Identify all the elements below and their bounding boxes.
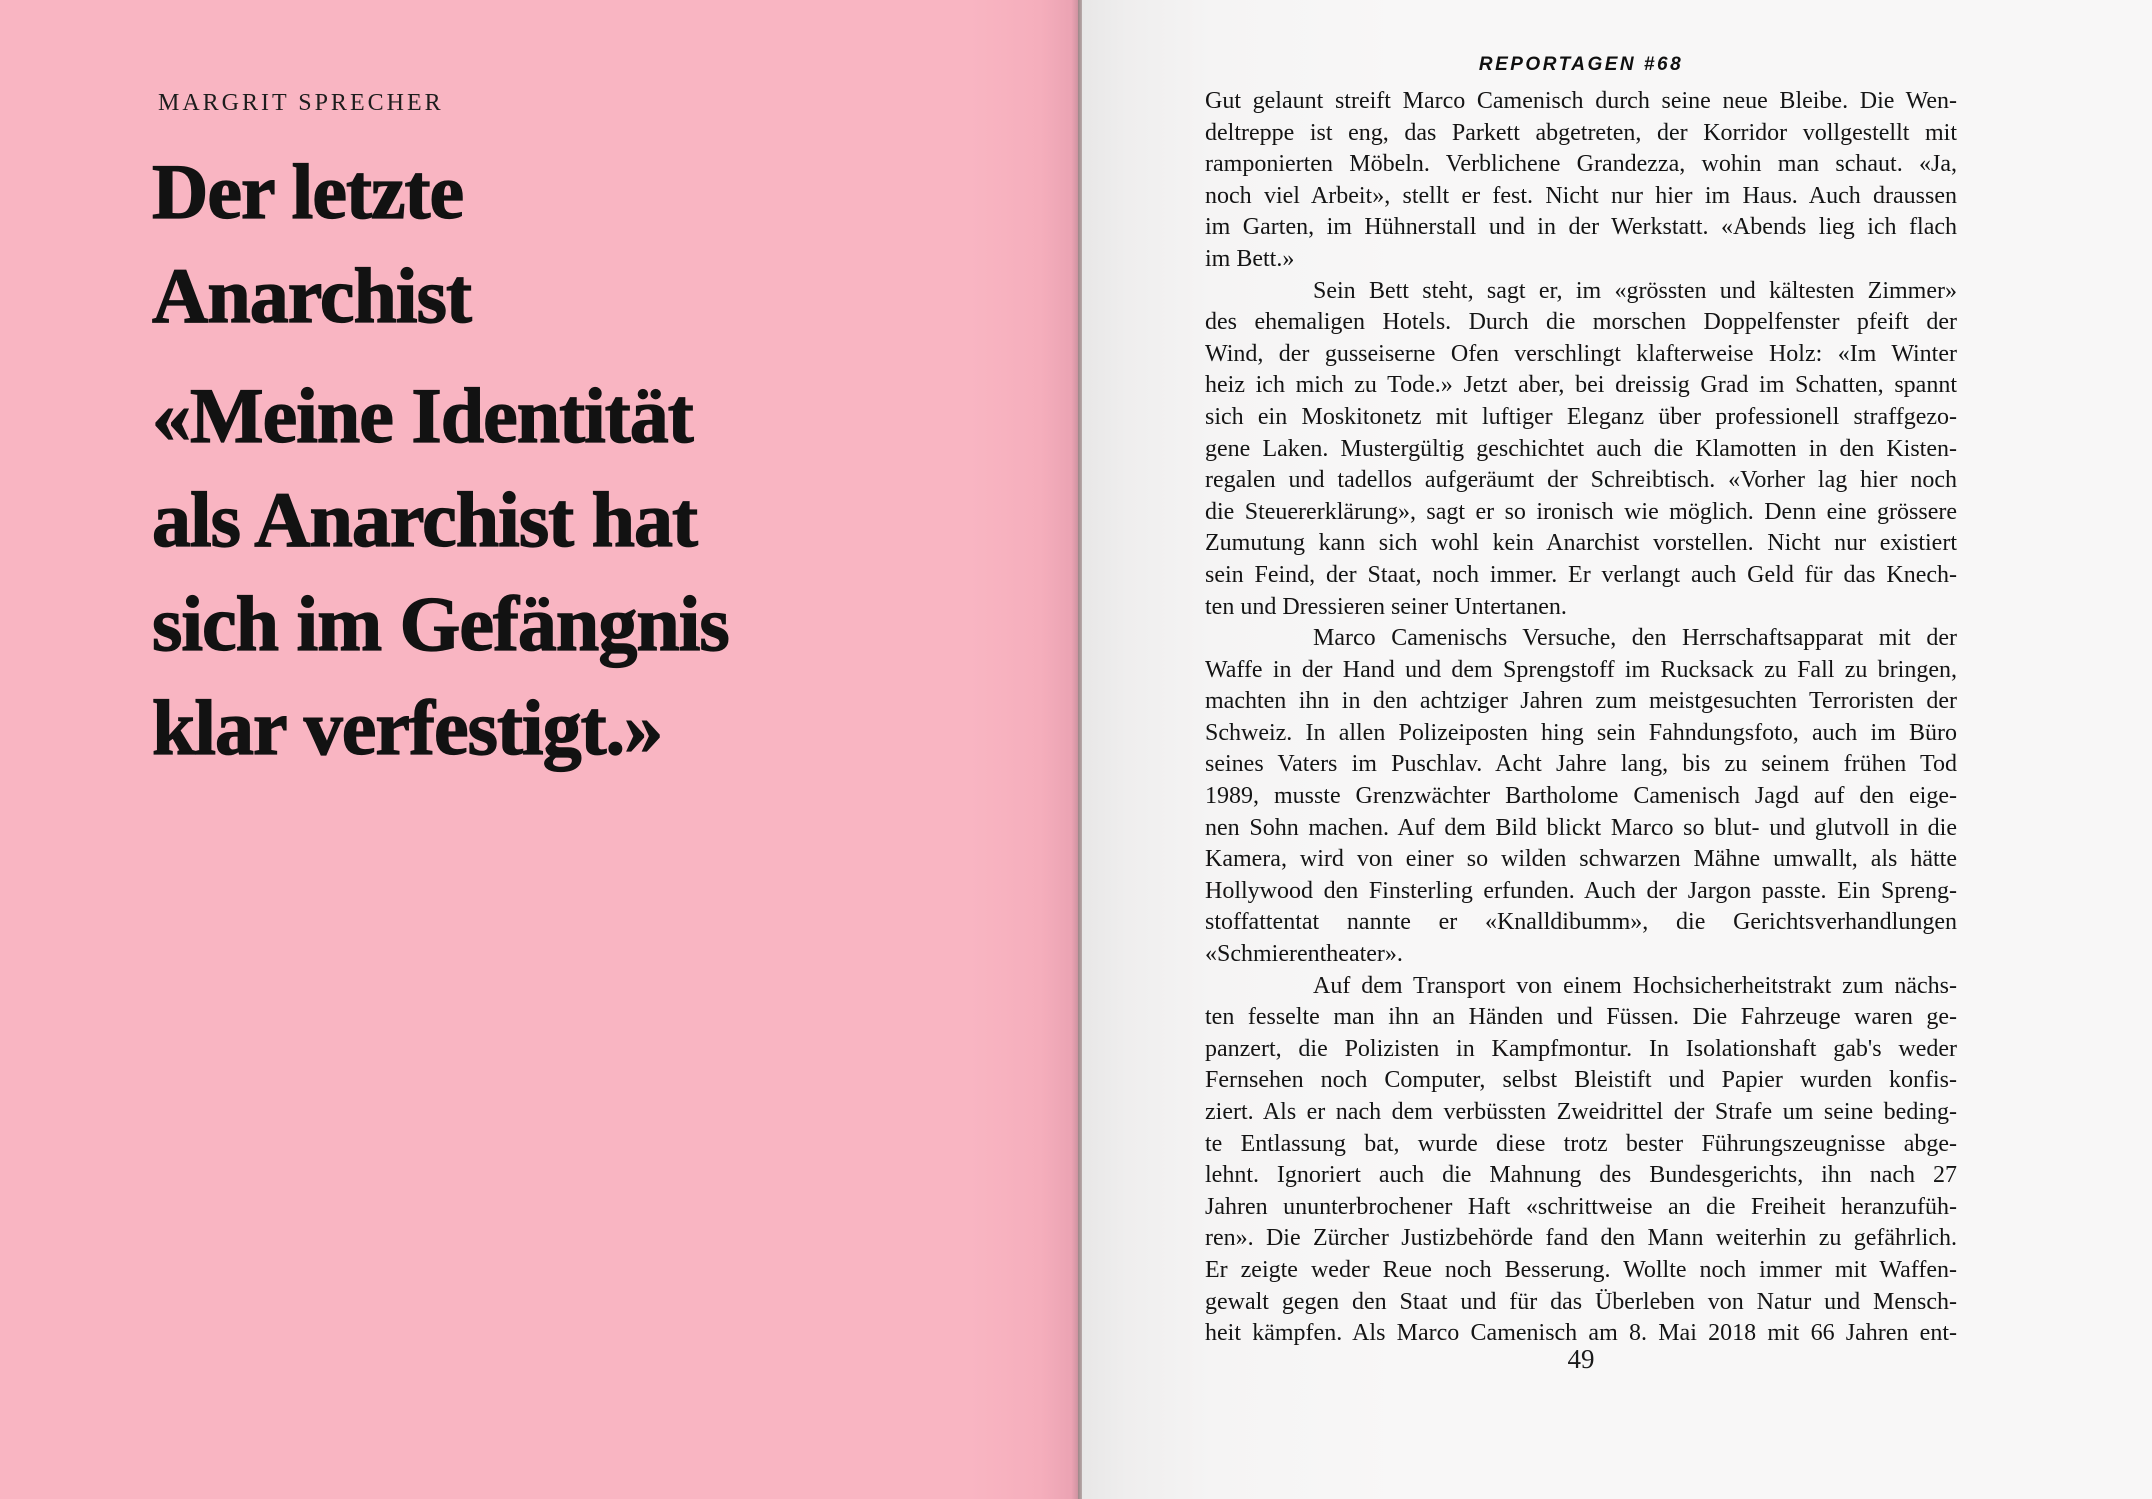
text-line: panzert, die Polizisten in Kampfmontur. In Isolationshaft gab's weder (1205, 1035, 1957, 1062)
text-line: ziert. Als er nach dem verbüssten Zweidrittel der Strafe um seine beding- (1205, 1099, 1957, 1125)
text-line: heiz ich mich zu Tode.» Jetzt aber, bei dreissig Grad im Schatten, spannt (1205, 372, 1957, 399)
body-text (1205, 86, 1957, 1350)
display-line: sich im Gefängnis (152, 580, 729, 667)
text-line: die Steuererklärung», sagt er so ironisch wie möglich. Denn eine grössere (1205, 498, 1957, 525)
text-line: regalen und tadellos aufgeräumt der Schreibtisch. «Vorher lag hier noch (1205, 467, 1957, 494)
text-line: Jahren ununterbrochener Haft «schrittweise an die Freiheit heranzufüh- (1205, 1193, 1957, 1220)
text-line: seines Vaters im Puschlav. Acht Jahre lang, bis zu seinem frühen Tod (1205, 751, 1957, 778)
text-line: Gut gelaunt streift Marco Camenisch durch seine neue Bleibe. Die Wen- (1205, 88, 1957, 114)
text-line: noch viel Arbeit», stellt er fest. Nicht nur hier im Haus. Auch draussen (1205, 182, 1957, 209)
paragraph (1205, 276, 1957, 624)
text-line: Zumutung kann sich wohl kein Anarchist vorstellen. Nicht nur existiert (1205, 530, 1957, 557)
text-line: Waffe in der Hand und dem Sprengstoff im Rucksack zu Fall zu bringen, (1205, 656, 1957, 683)
text-line: Kamera, wird von einer so wilden schwarzen Mähne umwallt, als hätte (1205, 846, 1957, 873)
text-line: 1989, musste Grenzwächter Bartholome Camenisch Jagd auf den eige- (1205, 783, 1957, 810)
text-line: stoffattentat nannte er «Knalldibumm», die Gerichtsverhandlungen (1205, 909, 1957, 936)
author-byline: MARGRIT SPRECHER (158, 90, 444, 116)
text-line: te Entlassung bat, wurde diese trotz bester Führungszeugnisse abge- (1205, 1130, 1957, 1157)
text-line: machten ihn in den achtziger Jahren zum meistgesuchten Terroristen der (1205, 688, 1957, 715)
text-line: ramponierten Möbeln. Verblichene Grandezza, wohin man schaut. «Ja, (1205, 151, 1957, 178)
article-title (152, 140, 471, 348)
text-line: lehnt. Ignoriert auch die Mahnung des Bundesgerichts, ihn nach 27 (1205, 1162, 1957, 1189)
text-line: Er zeigte weder Reue noch Besserung. Wollte noch immer mit Waffen- (1205, 1256, 1957, 1283)
text-line: «Schmierentheater». (1205, 941, 1403, 968)
text-line: deltreppe ist eng, das Parkett abgetreten, der Korridor vollgestellt mit (1205, 119, 1957, 146)
text-line: ten und Dressieren seiner Untertanen. (1205, 593, 1567, 620)
text-line: im Garten, im Hühnerstall und in der Werkstatt. «Abends lieg ich flach (1205, 214, 1957, 241)
display-line: klar verfestigt.» (152, 684, 663, 771)
display-line: «Meine Identität (152, 372, 693, 459)
text-line: Wind, der gusseiserne Ofen verschlingt klafterweise Holz: «Im Winter (1205, 340, 1957, 367)
pull-quote (152, 364, 729, 780)
running-header: REPORTAGEN #68 (1478, 54, 1684, 75)
text-line: heit kämpfen. Als Marco Camenisch am 8. Mai 2018 mit 66 Jahren ent- (1205, 1320, 1957, 1347)
text-line: Sein Bett steht, sagt er, im «grössten und kältesten Zimmer» (1313, 277, 1957, 304)
text-line: nen Sohn machen. Auf dem Bild blickt Marco so blut- und glutvoll in die (1205, 814, 1957, 841)
text-line: Auf dem Transport von einem Hochsicherheitstrakt zum nächs- (1313, 972, 1957, 999)
text-line: gene Laken. Mustergültig geschichtet auch die Klamotten in den Kisten- (1205, 435, 1957, 462)
text-line: ten fesselte man ihn an Händen und Füssen. Die Fahrzeuge waren ge- (1205, 1004, 1957, 1031)
text-line: Hollywood den Finsterling erfunden. Auch der Jargon passte. Ein Spreng- (1205, 877, 1957, 904)
paragraph (1205, 86, 1957, 276)
text-line: Fernsehen noch Computer, selbst Bleistift und Papier wurden konfis- (1205, 1067, 1957, 1094)
text-line: Marco Camenischs Versuche, den Herrschaftsapparat mit der (1313, 625, 1957, 652)
paragraph (1205, 971, 1957, 1350)
text-line: des ehemaligen Hotels. Durch die morschen Doppelfenster pfeift der (1205, 309, 1957, 336)
display-line: Der letzte (152, 148, 464, 235)
page-number: 49 (1567, 1344, 1595, 1374)
text-line: gewalt gegen den Staat und für das Überleben von Natur und Mensch- (1205, 1288, 1957, 1315)
text-line: Schweiz. In allen Polizeiposten hing sein Fahndungsfoto, auch im Büro (1205, 719, 1957, 746)
text-line: ren». Die Zürcher Justizbehörde fand den Mann weiterhin zu gefährlich. (1205, 1225, 1957, 1252)
display-line: als Anarchist hat (152, 476, 697, 563)
paragraph (1205, 623, 1957, 971)
display-line: Anarchist (152, 252, 471, 339)
text-line: im Bett.» (1205, 245, 1295, 272)
text-line: sein Feind, der Staat, noch immer. Er verlangt auch Geld für das Knech- (1205, 561, 1957, 588)
text-line: sich ein Moskitonetz mit luftiger Eleganz über professionell straffgezo- (1205, 403, 1957, 430)
